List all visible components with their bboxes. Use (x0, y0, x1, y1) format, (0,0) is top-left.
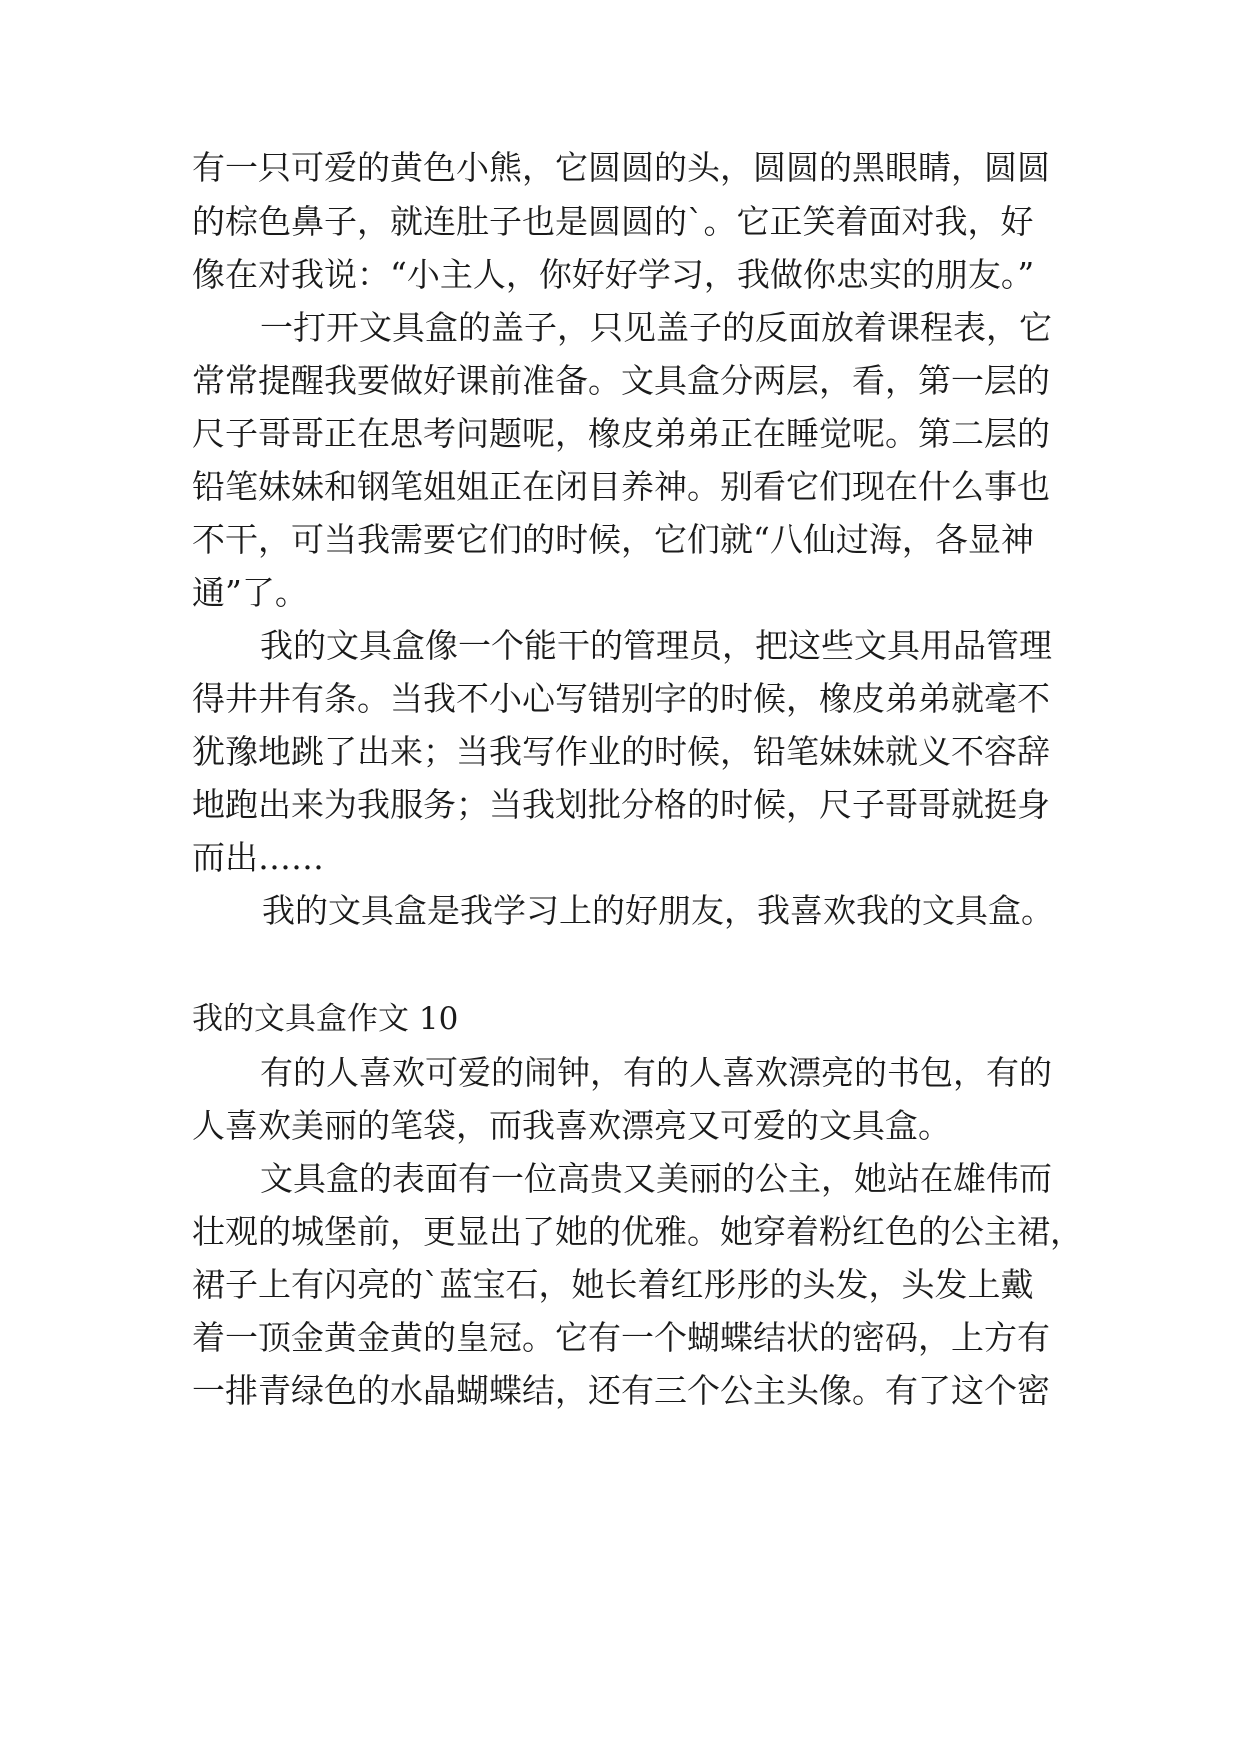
text-line: 而出…… (192, 838, 324, 877)
text-line: 不干，可当我需要它们的时候，它们就“八仙过海，各显神 (192, 520, 1034, 559)
paragraph-start-line: 一打开文具盒的盖子，只见盖子的反面放着课程表，它 (260, 308, 1052, 347)
text-line: 壮观的城堡前，更显出了她的优雅。她穿着粉红色的公主裙， (192, 1212, 1083, 1251)
text-line: 犹豫地跳了出来；当我写作业的时候，铅笔妹妹就义不容辞 (192, 732, 1050, 771)
text-line: 的棕色鼻子，就连肚子也是圆圆的`。它正笑着面对我，好 (192, 202, 1034, 241)
text-line: 得井井有条。当我不小心写错别字的时候，橡皮弟弟就毫不 (192, 679, 1050, 718)
paragraph-start-line: 我的文具盒是我学习上的好朋友，我喜欢我的文具盒。 (262, 891, 1054, 930)
text-line: 地跑出来为我服务；当我划批分格的时候，尺子哥哥就挺身 (192, 785, 1050, 824)
paragraph-start-line: 文具盒的表面有一位高贵又美丽的公主，她站在雄伟而 (260, 1159, 1052, 1198)
text-line: 像在对我说：“小主人，你好好学习，我做你忠实的朋友。” (192, 255, 1035, 294)
text-line: 一排青绿色的水晶蝴蝶结，还有三个公主头像。有了这个密 (192, 1371, 1050, 1410)
text-line: 裙子上有闪亮的`蓝宝石，她长着红彤彤的头发，头发上戴 (192, 1265, 1034, 1304)
section-heading: 我的文具盒作文 10 (192, 1001, 459, 1037)
text-line: 着一顶金黄金黄的皇冠。它有一个蝴蝶结状的密码，上方有 (192, 1318, 1050, 1357)
text-line: 通”了。 (192, 573, 308, 612)
text-line: 尺子哥哥正在思考问题呢，橡皮弟弟正在睡觉呢。第二层的 (192, 414, 1050, 453)
text-line: 有一只可爱的黄色小熊，它圆圆的头，圆圆的黑眼睛，圆圆 (192, 148, 1050, 187)
paragraph-start-line: 有的人喜欢可爱的闹钟，有的人喜欢漂亮的书包，有的 (260, 1053, 1052, 1092)
text-line: 人喜欢美丽的笔袋，而我喜欢漂亮又可爱的文具盒。 (192, 1106, 951, 1145)
text-line: 常常提醒我要做好课前准备。文具盒分两层，看，第一层的 (192, 361, 1050, 400)
text-line: 铅笔妹妹和钢笔姐姐正在闭目养神。别看它们现在什么事也 (192, 467, 1050, 506)
paragraph-start-line: 我的文具盒像一个能干的管理员，把这些文具用品管理 (260, 626, 1052, 665)
